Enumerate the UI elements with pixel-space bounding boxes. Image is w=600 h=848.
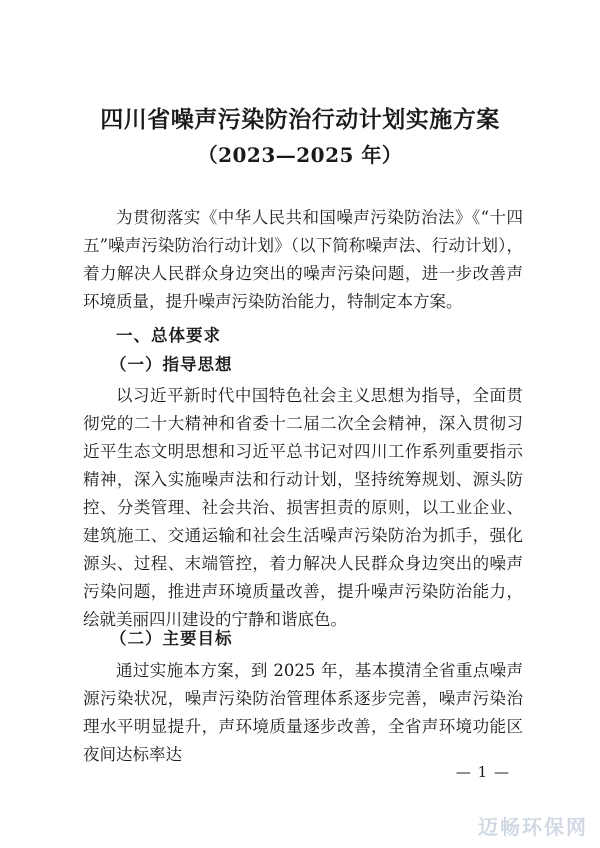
subsection-heading-guiding-ideology: （一）指导思想 <box>110 355 233 374</box>
intro-paragraph: 为贯彻落实《中华人民共和国噪声污染防治法》《“十四五”噪声污染防治行动计划》（以下简称噪声法、行动计划），着力解决人民群众身边突出的噪声污染问题，进一步改善声环境质量，提升噪声污染防治能力，特制定本方案。 <box>83 208 523 311</box>
site-watermark-logo: 迈畅环保网 <box>478 815 588 839</box>
main-goals-paragraph: 通过实施本方案，到 2025 年，基本摸清全省重点噪声源污染状况，噪声污染防治管理体系逐步完善，噪声污染治理水平明显提升，声环境质量逐步改善，全省声环境功能区夜间达标率达 <box>83 661 523 764</box>
section-heading-general-requirements: 一、总体要求 <box>116 326 221 345</box>
document-title: 四川省噪声污染防治行动计划实施方案 <box>100 106 500 133</box>
main-goals-block <box>83 657 523 769</box>
intro-paragraph-block <box>83 204 523 316</box>
guiding-ideology-paragraph: 以习近平新时代中国特色社会主义思想为指导，全面贯彻党的二十大精神和省委十二届二次全会精神，深入贯彻习近平生态文明思想和习近平总书记对四川工作系列重要指示精神，深入实施噪声法和行动计划，坚持统筹规划、源头防控、分类管理、社会共治、损害担责的原则，以工业企业、建筑施工、交通运输和社会生活噪声污染防治为抓手，强化源头、过程、末端管控，着力解决人民群众身边突出的噪声污染问题，推进声环境质量改善，提升噪声污染防治能力，绘就美丽四川建设的宁静和谐底色。 <box>83 386 523 629</box>
guiding-ideology-block <box>83 382 523 634</box>
subsection-heading-main-goals: （二）主要目标 <box>110 629 233 648</box>
page-number: — 1 — <box>455 763 510 781</box>
document-subtitle: （2023—2025 年） <box>197 143 403 167</box>
